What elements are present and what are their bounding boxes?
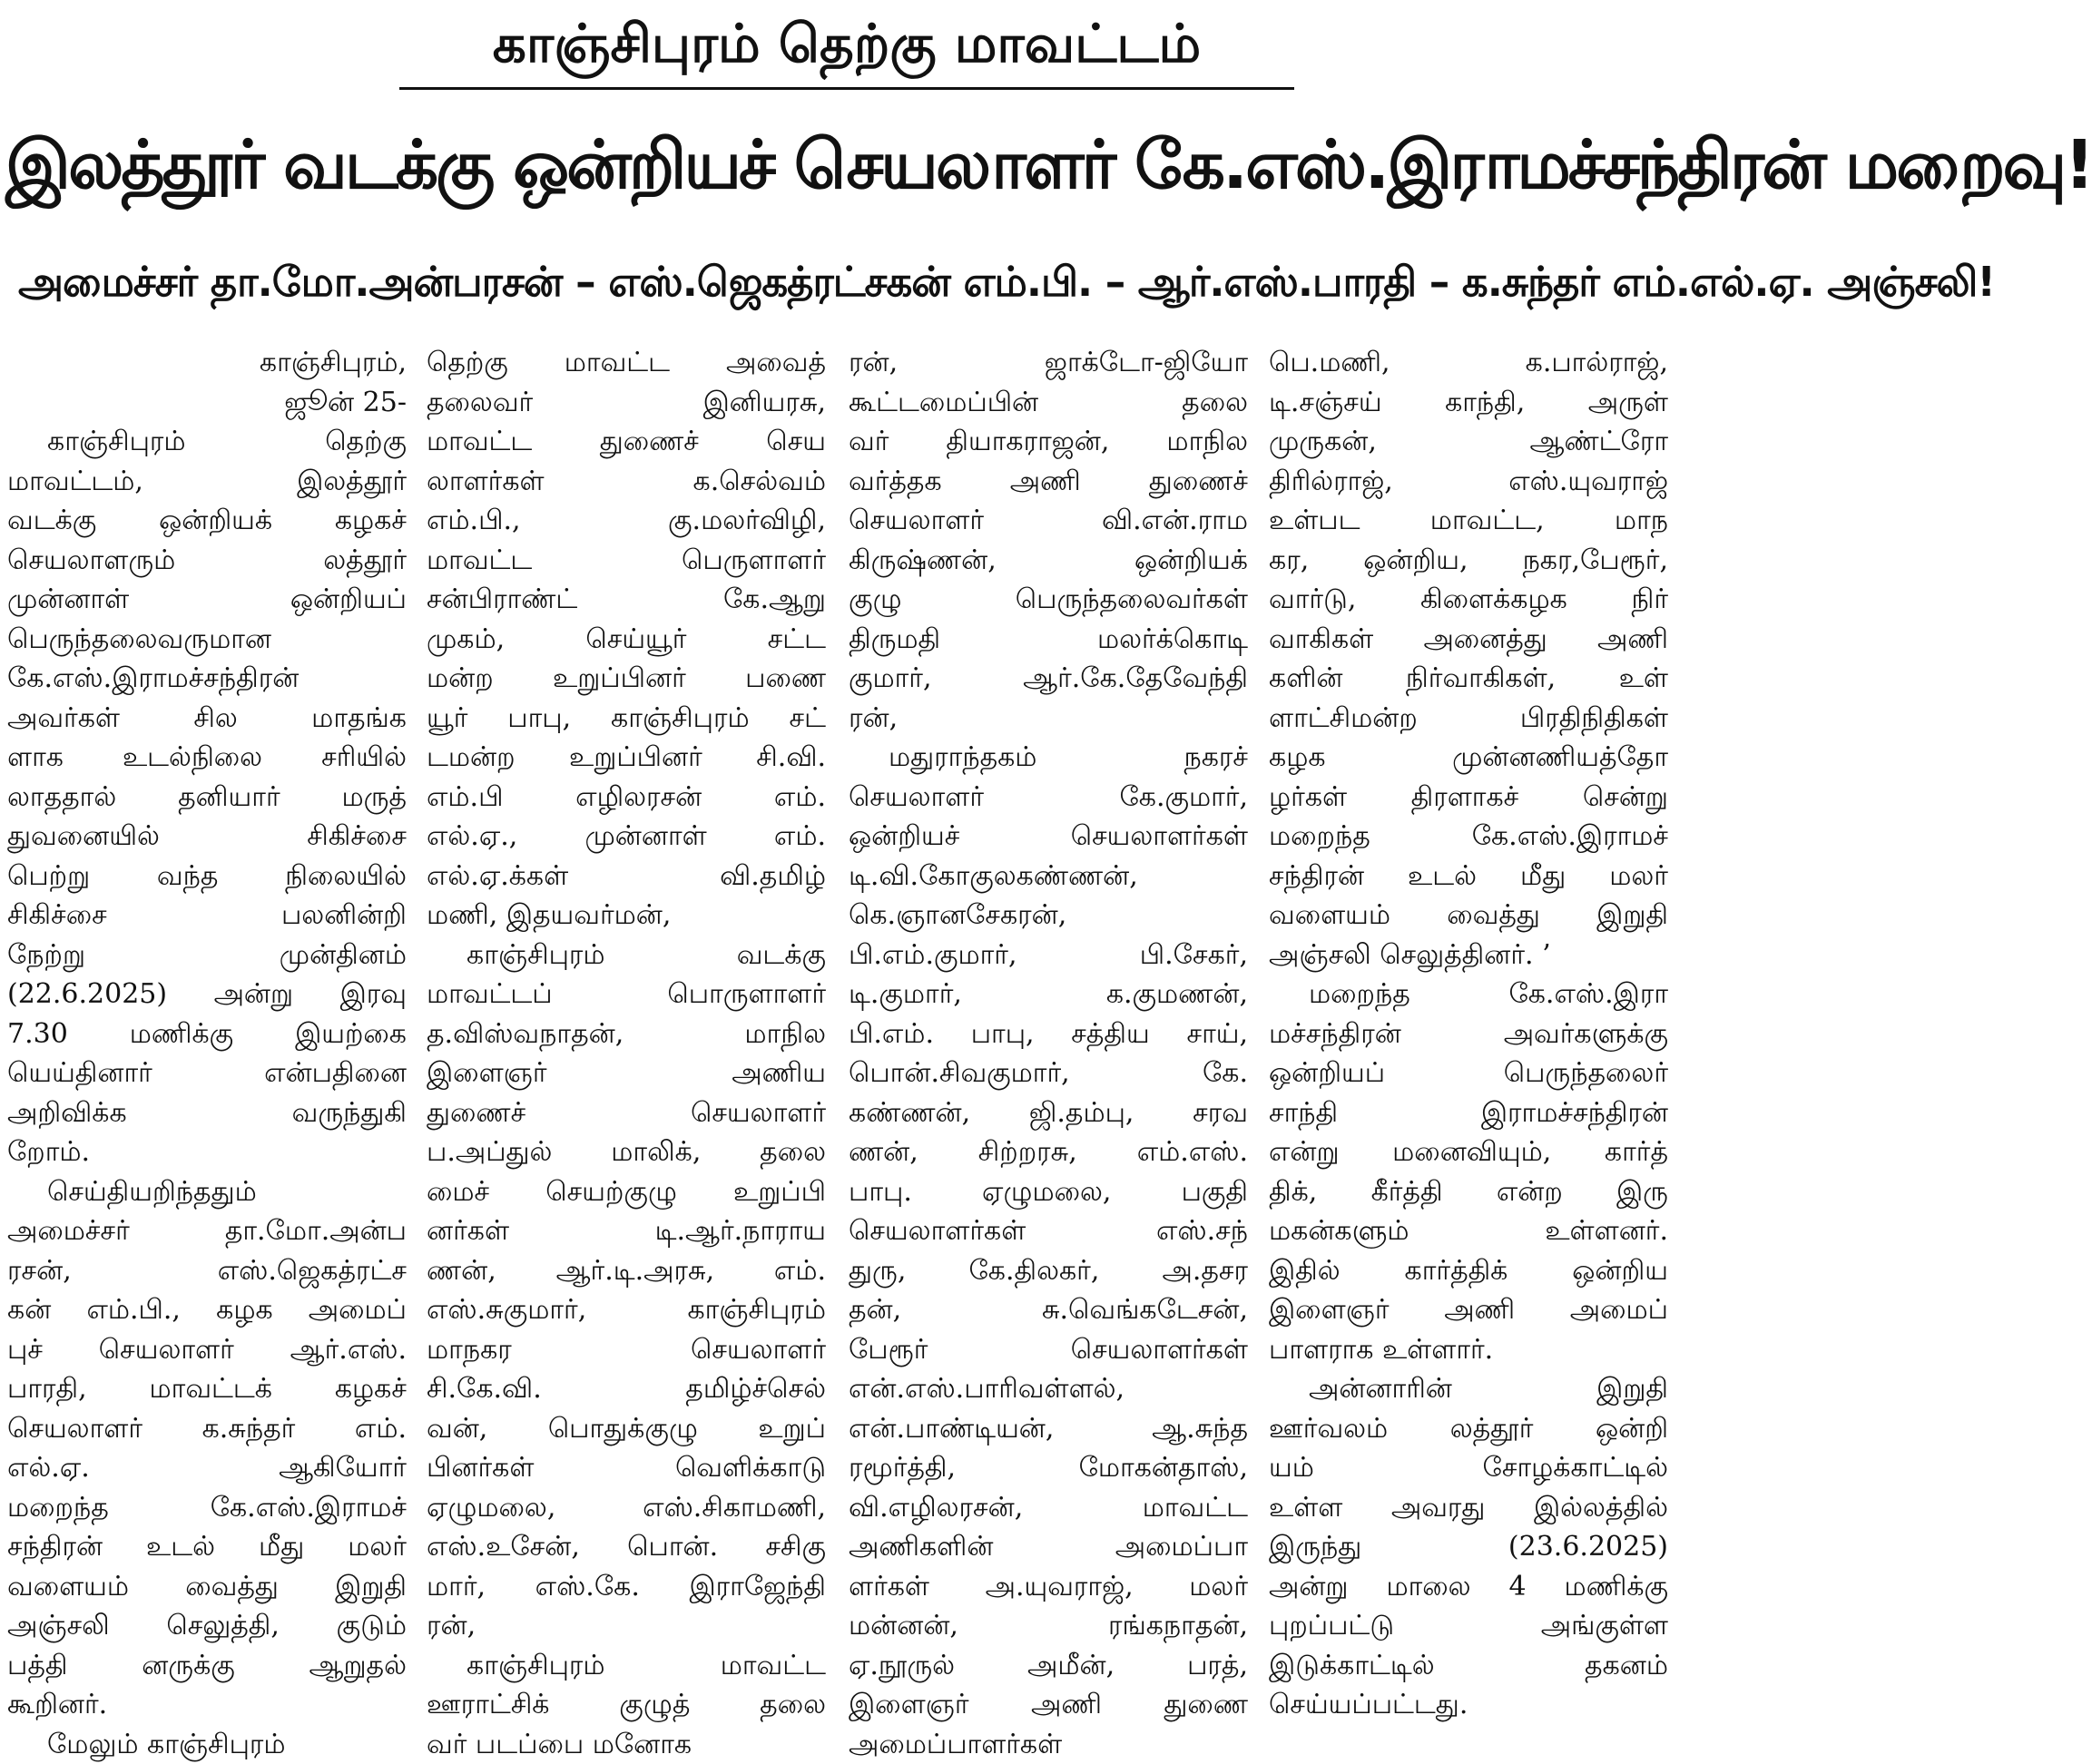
article-line: மறைந்த கே.எஸ்.இராமச்: [7, 1488, 407, 1528]
article-line: றோம்.: [7, 1132, 407, 1172]
article-line: ஊர்வலம் லத்தூர் ஒன்றி: [1269, 1409, 1668, 1449]
article-line: காஞ்சிபுரம் தெற்கு: [7, 422, 407, 462]
article-line: மாவட்டம், இலத்தூர்: [7, 462, 407, 502]
article-line: மைச் செயற்குழு உறுப்பி: [427, 1172, 826, 1212]
article-line: முகம், செய்யூர் சட்ட: [427, 620, 826, 660]
article-line: ப.அப்துல் மாலிக், தலை: [427, 1132, 826, 1172]
article-line: அன்னாரின் இறுதி: [1269, 1369, 1668, 1409]
article-line: வடக்கு ஒன்றியக் கழகச்: [7, 501, 407, 541]
article-line: காஞ்சிபுரம் வடக்கு: [427, 936, 826, 975]
article-line: த.விஸ்வநாதன், மாநில: [427, 1014, 826, 1054]
article-line: பி.எம்.குமார், பி.சேகர்,: [849, 936, 1248, 975]
article-line: மகன்களும் உள்ளனர்.: [1269, 1211, 1668, 1251]
article-line: மச்சந்திரன் அவர்களுக்கு: [1269, 1014, 1668, 1054]
article-line: எல்.ஏ.க்கள் வி.தமிழ்: [427, 857, 826, 897]
article-line: எஸ்.உசேன், பொன். சசிகு: [427, 1527, 826, 1567]
article-line: மாநகர செயலாளர்: [427, 1330, 826, 1370]
article-line: முன்னாள் ஒன்றியப்: [7, 580, 407, 620]
article-line: மார், எஸ்.கே. இராஜேந்தி: [427, 1567, 826, 1607]
article-line: பாபு. ஏழுமலை, பகுதி: [849, 1172, 1248, 1212]
article-line: யூர் பாபு, காஞ்சிபுரம் சட்: [427, 699, 826, 739]
article-line: முருகன், ஆண்ட்ரோ: [1269, 422, 1668, 462]
article-line: சந்திரன் உடல் மீது மலர்: [7, 1527, 407, 1567]
article-line: மாவட்ட துணைச் செய: [427, 422, 826, 462]
article-line: திக், கீர்த்தி என்ற இரு: [1269, 1172, 1668, 1212]
article-line: மன்னன், ரங்கநாதன்,: [849, 1606, 1248, 1646]
article-line: பாளராக உள்ளார்.: [1269, 1330, 1668, 1370]
article-line: புறப்பட்டு அங்குள்ள: [1269, 1606, 1668, 1646]
article-line: மதுராந்தகம் நகரச்: [849, 738, 1248, 778]
article-line: குழு பெருந்தலைவர்கள்: [849, 580, 1248, 620]
article-line: வளையம் வைத்து இறுதி: [7, 1567, 407, 1607]
article-line: ஏ.நூருல் அமீன், பரத்,: [849, 1646, 1248, 1686]
article-line: குமார், ஆர்.கே.தேவேந்தி: [849, 659, 1248, 699]
article-line: இடுக்காட்டில் தகனம்: [1269, 1646, 1668, 1686]
article-line: துரு, கே.திலகர், அ.தசர: [849, 1251, 1248, 1291]
article-line: செயலாளர் கே.குமார்,: [849, 778, 1248, 818]
article-line: வி.எழிலரசன், மாவட்ட: [849, 1488, 1248, 1528]
article-line: பி.எம். பாபு, சத்திய சாய்,: [849, 1014, 1248, 1054]
article-line: கூட்டமைப்பின் தலை: [849, 383, 1248, 423]
article-line: இளைஞர் அணி துணை: [849, 1685, 1248, 1725]
article-line: உள்பட மாவட்ட, மாந: [1269, 501, 1668, 541]
article-line: ஜூன் 25-: [7, 383, 407, 423]
article-line: டி.சஞ்சய் காந்தி, அருள்: [1269, 383, 1668, 423]
article-line: வார்டு, கிளைக்கழக நிர்: [1269, 580, 1668, 620]
article-line: செயலாளர்கள் எஸ்.சந்: [849, 1211, 1248, 1251]
article-line: யெய்தினார் என்பதினை: [7, 1054, 407, 1093]
article-line: செயலாளர் க.சுந்தர் எம்.: [7, 1409, 407, 1449]
article-line: கண்ணன், ஜி.தம்பு, சரவ: [849, 1093, 1248, 1133]
article-line: ஊராட்சிக் குழுத் தலை: [427, 1685, 826, 1725]
article-line: னர்கள் டி.ஆர்.நாராய: [427, 1211, 826, 1251]
article-line: துவனையில் சிகிச்சை: [7, 817, 407, 857]
article-line: காஞ்சிபுரம் மாவட்ட: [427, 1646, 826, 1686]
article-line: அன்று மாலை 4 மணிக்கு: [1269, 1567, 1668, 1607]
article-line: புச் செயலாளர் ஆர்.எஸ்.: [7, 1330, 407, 1370]
article-line: சிகிச்சை பலனின்றி: [7, 896, 407, 936]
article-line: திருமதி மலர்க்கொடி: [849, 620, 1248, 660]
article-line: மன்ற உறுப்பினர் பணை: [427, 659, 826, 699]
article-line: கிருஷ்ணன், ஒன்றியக்: [849, 541, 1248, 581]
article-line: அவர்கள் சில மாதங்க: [7, 699, 407, 739]
article-line: எஸ்.சுகுமார், காஞ்சிபுரம்: [427, 1290, 826, 1330]
article-line: செயலாளரும் லத்தூர்: [7, 541, 407, 581]
article-line: மறைந்த கே.எஸ்.இரா: [1269, 975, 1668, 1014]
article-line: (22.6.2025) அன்று இரவு: [7, 975, 407, 1014]
article-line: ரன்,: [427, 1606, 826, 1646]
article-line: தெற்கு மாவட்ட அவைத்: [427, 343, 826, 383]
article-line: தன், சு.வெங்கடேசன்,: [849, 1290, 1248, 1330]
article-line: பெற்று வந்த நிலையில்: [7, 857, 407, 897]
article-line: பாரதி, மாவட்டக் கழகச்: [7, 1369, 407, 1409]
article-line: என்.எஸ்.பாரிவள்ளல்,: [849, 1369, 1248, 1409]
article-line: லாததால் தனியார் மருத்: [7, 778, 407, 818]
article-line: அஞ்சலி செலுத்தினர். ’: [1269, 936, 1668, 975]
article-line: தலைவர் இனியரசு,: [427, 383, 826, 423]
article-line: சந்திரன் உடல் மீது மலர்: [1269, 857, 1668, 897]
article-line: கர, ஒன்றிய, நகர,பேரூர்,: [1269, 541, 1668, 581]
article-line: பத்தி னருக்கு ஆறுதல்: [7, 1646, 407, 1686]
article-line: துணைச் செயலாளர்: [427, 1093, 826, 1133]
article-line: அறிவிக்க வருந்துகி: [7, 1093, 407, 1133]
article-line: ழர்கள் திரளாகச் சென்று: [1269, 778, 1668, 818]
article-line: கூறினர்.: [7, 1685, 407, 1725]
article-line: வர் படப்பை மனோக: [427, 1725, 826, 1764]
article-line: ஒன்றியச் செயலாளர்கள்: [849, 817, 1248, 857]
article-line: சாந்தி இராமச்சந்திரன்: [1269, 1093, 1668, 1133]
article-line: இளைஞர் அணிய: [427, 1054, 826, 1093]
article-line: ணன், சிற்றரசு, எம்.எஸ்.: [849, 1132, 1248, 1172]
article-line: கே.எஸ்.இராமச்சந்திரன்: [7, 659, 407, 699]
article-line: யம் சோழக்காட்டில்: [1269, 1448, 1668, 1488]
article-line: எம்.பி., கு.மலர்விழி,: [427, 501, 826, 541]
article-line: பெருந்தலைவருமான: [7, 620, 407, 660]
article-line: எல்.ஏ. ஆகியோர்: [7, 1448, 407, 1488]
article-line: உள்ள அவரது இல்லத்தில்: [1269, 1488, 1668, 1528]
article-line: கெ.ஞானசேகரன்,: [849, 896, 1248, 936]
article-line: மேலும் காஞ்சிபுரம்: [7, 1725, 407, 1764]
article-line: ஏழுமலை, எஸ்.சிகாமணி,: [427, 1488, 826, 1528]
article-line: கழக முன்னணியத்தோ: [1269, 738, 1668, 778]
article-line: பினர்கள் வெளிக்காடு: [427, 1448, 826, 1488]
article-line: ணன், ஆர்.டி.அரசு, எம்.: [427, 1251, 826, 1291]
article-line: பொன்.சிவகுமார், கே.: [849, 1054, 1248, 1093]
article-line: டமன்ற உறுப்பினர் சி.வி.: [427, 738, 826, 778]
article-line: வர்த்தக அணி துணைச்: [849, 462, 1248, 502]
article-line: மாவட்ட பெருளாளர்: [427, 541, 826, 581]
article-line: வர் தியாகராஜன், மாநில: [849, 422, 1248, 462]
article-line: ரமூர்த்தி, மோகன்தாஸ்,: [849, 1448, 1248, 1488]
article-column-4: [1269, 343, 1668, 1708]
article-column-1: [7, 343, 407, 1708]
article-line: லாளர்கள் க.செல்வம்: [427, 462, 826, 502]
article-line: கன் எம்.பி., கழக அமைப்: [7, 1290, 407, 1330]
article-line: அமைப்பாளர்கள்: [849, 1725, 1248, 1764]
article-line: மணி, இதயவர்மன்,: [427, 896, 826, 936]
article-line: வாகிகள் அனைத்து அணி: [1269, 620, 1668, 660]
article-line: பெ.மணி, க.பால்ராஜ்,: [1269, 343, 1668, 383]
article-line: எல்.ஏ., முன்னாள் எம்.: [427, 817, 826, 857]
article-line: மாவட்டப் பொருளாளர்: [427, 975, 826, 1014]
article-column-2: [427, 343, 826, 1708]
article-line: இருந்து (23.6.2025): [1269, 1527, 1668, 1567]
article-line: இளைஞர் அணி அமைப்: [1269, 1290, 1668, 1330]
article-line: செயலாளர் வி.என்.ராம: [849, 501, 1248, 541]
article-line: ஒன்றியப் பெருந்தலைர்: [1269, 1054, 1668, 1093]
article-line: பேரூர் செயலாளர்கள்: [849, 1330, 1248, 1370]
article-line: டி.குமார், க.குமணன்,: [849, 975, 1248, 1014]
article-line: அணிகளின் அமைப்பா: [849, 1527, 1248, 1567]
article-line: சன்பிராண்ட் கே.ஆறு: [427, 580, 826, 620]
subheadline: அமைச்சர் தா.மோ.அன்பரசன் – எஸ்.ஜெகத்ரட்சகன் எம்.பி. – ஆர்.எஸ்.பாரதி – க.சுந்தர் எம்.எல்.ஏ. அஞ்சலி!: [18, 249, 1652, 316]
article-column-3: [849, 343, 1248, 1708]
headline: இலத்தூர் வடக்கு ஒன்றியச் செயலாளர் கே.எஸ்.இராமச்சந்திரன் மறைவு!: [5, 111, 1659, 220]
article-line: ரன், ஜாக்டோ-ஜியோ: [849, 343, 1248, 383]
article-line: இதில் கார்த்திக் ஒன்றிய: [1269, 1251, 1668, 1291]
section-title: காஞ்சிபுரம் தெற்கு மாவட்டம்: [399, 4, 1294, 90]
article-line: காஞ்சிபுரம்,: [7, 343, 407, 383]
article-line: என்.பாண்டியன், ஆ.சுந்த: [849, 1409, 1248, 1449]
article-line: களின் நிர்வாகிகள், உள்: [1269, 659, 1668, 699]
article-line: அஞ்சலி செலுத்தி, குடும்: [7, 1606, 407, 1646]
article-line: அமைச்சர் தா.மோ.அன்ப: [7, 1211, 407, 1251]
article-line: செய்யப்பட்டது.: [1269, 1685, 1668, 1725]
article-line: எம்.பி எழிலரசன் எம்.: [427, 778, 826, 818]
article-line: ரசன், எஸ்.ஜெகத்ரட்ச: [7, 1251, 407, 1291]
article-line: ரன்,: [849, 699, 1248, 739]
article-line: 7.30 மணிக்கு இயற்கை: [7, 1014, 407, 1054]
article-line: செய்தியறிந்ததும்: [7, 1172, 407, 1212]
article-line: நேற்று முன்தினம்: [7, 936, 407, 975]
article-line: ளாக உடல்நிலை சரியில்: [7, 738, 407, 778]
article-line: வளையம் வைத்து இறுதி: [1269, 896, 1668, 936]
article-line: ளாட்சிமன்ற பிரதிநிதிகள்: [1269, 699, 1668, 739]
article-line: என்று மனைவியும், கார்த்: [1269, 1132, 1668, 1172]
article-line: ளர்கள் அ.யுவராஜ், மலர்: [849, 1567, 1248, 1607]
article-line: மறைந்த கே.எஸ்.இராமச்: [1269, 817, 1668, 857]
article-line: திரில்ராஜ், எஸ்.யுவராஜ்: [1269, 462, 1668, 502]
article-line: சி.கே.வி. தமிழ்ச்செல்: [427, 1369, 826, 1409]
article-line: டி.வி.கோகுலகண்ணன்,: [849, 857, 1248, 897]
article-line: வன், பொதுக்குழு உறுப்: [427, 1409, 826, 1449]
